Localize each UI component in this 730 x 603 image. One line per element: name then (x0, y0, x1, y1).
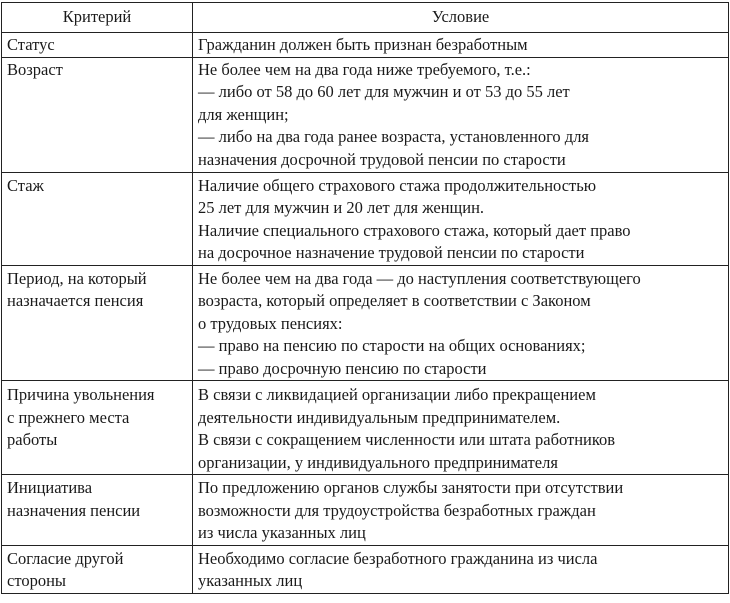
condition-line: возраста, который определяет в соответствии с Законом (198, 291, 591, 310)
criterion-cell (2, 381, 193, 475)
condition-line: Гражданин должен быть признан безработным (198, 35, 528, 54)
criterion-line: Причина увольнения (7, 385, 155, 404)
table-row-consent (2, 545, 729, 593)
condition-cell (193, 57, 729, 172)
criterion-line: Статус (7, 35, 55, 54)
table-row-period (2, 265, 729, 381)
header-condition: Условие (193, 3, 729, 33)
condition-line: В связи с сокращением численности или штата работников (198, 430, 616, 449)
criterion-cell (2, 57, 193, 172)
condition-line: По предложению органов службы занятости при отсутствии (198, 478, 624, 497)
criterion-line: стороны (7, 571, 66, 590)
condition-line: Наличие общего страхового стажа продолжительностью (198, 175, 597, 195)
condition-cell (193, 265, 729, 381)
criterion-cell (2, 33, 193, 58)
criterion-cell (2, 545, 193, 593)
criterion-cell (2, 475, 193, 546)
condition-cell (193, 33, 729, 58)
criterion-cell (2, 265, 193, 381)
condition-cell (193, 381, 729, 475)
criterion-line: Стаж (7, 175, 44, 195)
table-row-dismissal-reason (2, 381, 729, 475)
criterion-line: Период, на который (7, 268, 147, 288)
condition-cell (193, 172, 729, 265)
condition-line: — либо от 58 до 60 лет для мужчин и от 53 до 55 лет (198, 82, 570, 101)
condition-line: на досрочное назначение трудовой пенсии по старости (198, 243, 585, 262)
condition-line: Не более чем на два года ниже требуемого, т.е.: (198, 59, 531, 79)
condition-line: организации, у индивидуального предпринимателя (198, 452, 558, 472)
criterion-line: работы (7, 430, 58, 449)
condition-line: — право досрочную пенсию по старости (198, 358, 487, 378)
condition-line: о трудовых пенсиях: (198, 313, 343, 333)
table-row-initiative (2, 475, 729, 546)
criteria-table (1, 2, 729, 594)
condition-line: деятельности индивидуальным предпринимателем. (198, 407, 561, 427)
condition-line: из числа указанных лиц (198, 523, 366, 542)
condition-cell (193, 545, 729, 593)
criterion-line: Возраст (7, 59, 63, 79)
criterion-line: Согласие другой (7, 548, 124, 568)
criterion-cell (2, 172, 193, 265)
condition-line: В связи с ликвидацией организации либо прекращением (198, 385, 596, 404)
header-criterion: Критерий (2, 3, 193, 33)
condition-line: Наличие специального страхового стажа, который дает право (198, 220, 631, 240)
condition-line: для женщин; (198, 104, 289, 124)
condition-line: — либо на два года ранее возраста, установленного для (198, 127, 590, 146)
condition-line: указанных лиц (198, 571, 303, 590)
condition-line: — право на пенсию по старости на общих основаниях; (198, 336, 586, 355)
criterion-line: назначения пенсии (7, 500, 141, 520)
condition-line: возможности для трудоустройства безработных граждан (198, 500, 596, 520)
table-row-status (2, 33, 729, 58)
condition-cell (193, 475, 729, 546)
condition-line: 25 лет для мужчин и 20 лет для женщин. (198, 198, 485, 217)
criterion-line: Инициатива (7, 478, 93, 497)
condition-line: назначения досрочной трудовой пенсии по старости (198, 149, 566, 169)
condition-line: Необходимо согласие безработного гражданина из числа (198, 548, 598, 568)
condition-line: Не более чем на два года — до наступления соответствующего (198, 268, 641, 288)
table-row-age (2, 57, 729, 172)
table-header-row (2, 3, 729, 33)
criterion-line: назначается пенсия (7, 291, 144, 310)
criterion-line: с прежнего места (7, 407, 130, 427)
table-row-experience (2, 172, 729, 265)
